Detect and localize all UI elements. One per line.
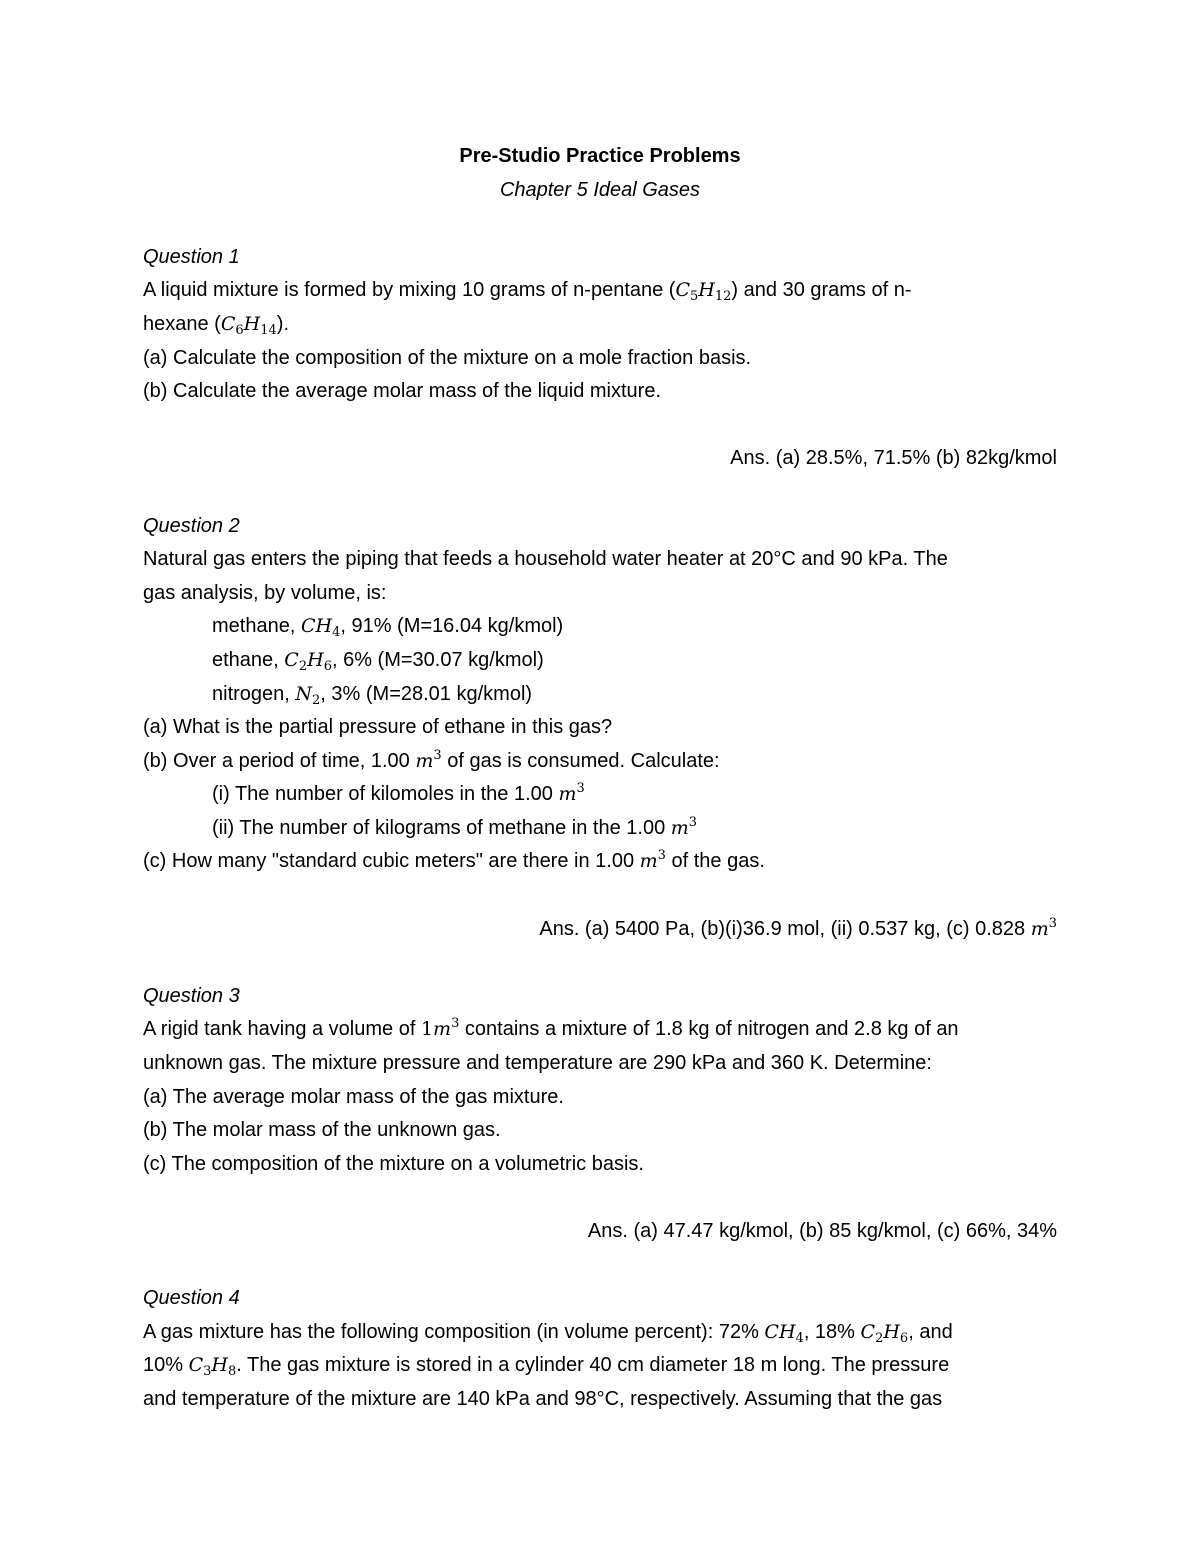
answer-line: Ans. (a) 47.47 kg/kmol, (b) 85 kg/kmol, (c) 66%, 34% bbox=[587, 1220, 1057, 1242]
gas-component-methane: methane, $CH_4$, 91% (M=16.04 kg/kmol) bbox=[212, 615, 564, 641]
document-title: Pre-Studio Practice Problems bbox=[459, 145, 741, 167]
formula-ethane: $C_2H_6$ bbox=[860, 1320, 909, 1346]
question-heading: Question 2 bbox=[143, 514, 240, 537]
text-fragment: ). bbox=[276, 312, 290, 335]
question-2 bbox=[143, 510, 1057, 980]
unit-cubic-meter: $m^3$ bbox=[1030, 915, 1057, 940]
formula-propane: $C_3H_8$ bbox=[188, 1354, 237, 1380]
unit-cubic-meter: $m^3$ bbox=[639, 848, 666, 873]
spacer bbox=[143, 207, 1057, 241]
gas-component-ethane: ethane, $C_2H_6$, 6% (M=30.07 kg/kmol) bbox=[212, 648, 544, 674]
spacer bbox=[143, 879, 1057, 913]
unit-cubic-meter: $m^3$ bbox=[415, 747, 442, 772]
question-4 bbox=[143, 1282, 1057, 1416]
formula-hexane: $C_6H_{14}$ bbox=[220, 312, 277, 338]
question-text-line: and temperature of the mixture are 140 kPa and 98°C, respectively. Assuming that the gas bbox=[143, 1387, 943, 1410]
question-text-line bbox=[143, 308, 1057, 342]
spacer bbox=[143, 1181, 1057, 1215]
question-heading: Question 1 bbox=[143, 245, 240, 268]
question-text-line: A gas mixture has the following composition (in volume percent): 72% $CH_4$, 18% $C_2H_6$, and bbox=[143, 1320, 953, 1346]
tank-volume: $1m^3$ bbox=[420, 1016, 460, 1041]
spacer bbox=[143, 946, 1057, 980]
question-part-b: (b) Over a period of time, 1.00 $m^3$ of gas is consumed. Calculate: bbox=[143, 747, 720, 772]
question-part-b: (b) The molar mass of the unknown gas. bbox=[143, 1119, 501, 1142]
text-fragment: ) and 30 grams of n- bbox=[731, 279, 912, 302]
question-text-line: unknown gas. The mixture pressure and temperature are 290 kPa and 360 K. Determine: bbox=[143, 1052, 932, 1075]
unit-cubic-meter: $m^3$ bbox=[670, 814, 698, 839]
question-part-a: (a) Calculate the composition of the mixture on a mole fraction basis. bbox=[143, 346, 752, 369]
unit-cubic-meter: $m^3$ bbox=[558, 781, 585, 806]
spacer bbox=[143, 1249, 1057, 1283]
question-part-c: (c) The composition of the mixture on a volumetric basis. bbox=[143, 1152, 644, 1175]
question-part-a: (a) The average molar mass of the gas mixture. bbox=[143, 1085, 564, 1108]
question-part-b: (b) Calculate the average molar mass of the liquid mixture. bbox=[143, 380, 662, 403]
formula-pentane: $C_5H_{12}$ bbox=[675, 279, 732, 305]
spacer bbox=[143, 409, 1057, 443]
spacer bbox=[143, 476, 1057, 510]
question-text-line: gas analysis, by volume, is: bbox=[143, 581, 387, 604]
answer-line: Ans. (a) 28.5%, 71.5% (b) 82kg/kmol bbox=[730, 447, 1057, 470]
question-part-b-i: (i) The number of kilomoles in the 1.00 $m^3$ bbox=[212, 781, 585, 806]
formula-nitrogen: $N_2$ bbox=[295, 682, 321, 708]
question-heading: Question 3 bbox=[143, 984, 240, 1007]
question-3 bbox=[143, 980, 1057, 1282]
question-text-line bbox=[143, 274, 1057, 308]
answer-line: Ans. (a) 5400 Pa, (b)(i)36.9 mol, (ii) 0.537 kg, (c) 0.828 $m^3$ bbox=[539, 915, 1057, 940]
question-part-b-ii: (ii) The number of kilograms of methane in the 1.00 $m^3$ bbox=[212, 814, 698, 839]
formula-ethane: $C_2H_6$ bbox=[284, 648, 332, 674]
text-fragment: hexane ( bbox=[143, 312, 221, 335]
question-text-line: A rigid tank having a volume of $1m^3$ contains a mixture of 1.8 kg of nitrogen and 2.8 kg of an bbox=[143, 1016, 959, 1041]
formula-methane: $CH_4$ bbox=[300, 615, 341, 641]
question-heading: Question 4 bbox=[143, 1287, 240, 1310]
text-fragment: A liquid mixture is formed by mixing 10 grams of n-pentane ( bbox=[143, 279, 676, 302]
question-part-c: (c) How many "standard cubic meters" are there in 1.00 $m^3$ of the gas. bbox=[143, 848, 765, 873]
document-subtitle: Chapter 5 Ideal Gases bbox=[499, 178, 701, 201]
formula-methane: $CH_4$ bbox=[764, 1320, 804, 1346]
question-text-line: 10% $C_3H_8$. The gas mixture is stored in a cylinder 40 cm diameter 18 m long. The pressure bbox=[143, 1354, 950, 1380]
question-part-a: (a) What is the partial pressure of ethane in this gas? bbox=[143, 716, 613, 739]
question-1 bbox=[143, 241, 1057, 510]
document-body bbox=[143, 140, 1057, 1417]
question-text-line: Natural gas enters the piping that feeds a household water heater at 20°C and 90 kPa. The bbox=[143, 548, 948, 571]
gas-component-nitrogen: nitrogen, $N_2$, 3% (M=28.01 kg/kmol) bbox=[212, 682, 533, 708]
